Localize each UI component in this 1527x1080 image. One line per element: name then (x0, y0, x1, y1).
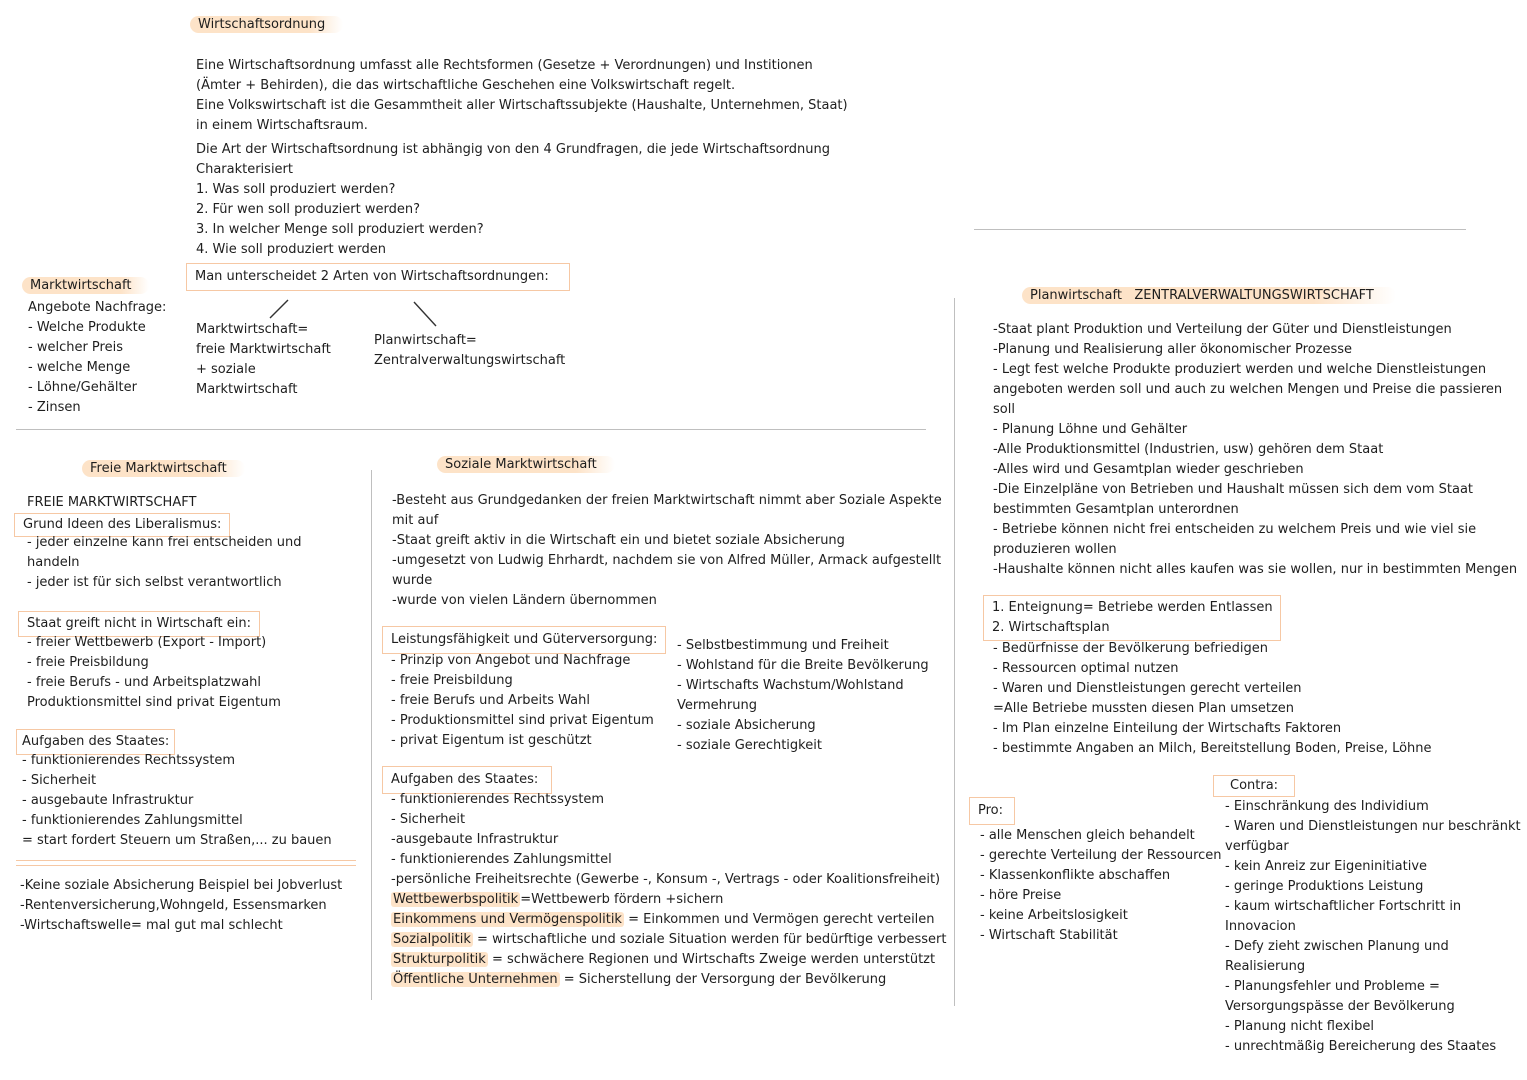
list-line: 2. Wirtschaftsplan (992, 620, 1110, 635)
section-title-wirtschaftsordnung: Wirtschaftsordnung (190, 16, 343, 33)
list-line: -Planung und Realisierung aller ökonomischer Prozesse (993, 342, 1353, 357)
list-line: Marktwirtschaft (196, 382, 298, 397)
list-line: 1. Enteignung= Betriebe werden Entlassen (992, 600, 1273, 615)
plan-list-2 (993, 639, 1432, 759)
list-line: - alle Menschen gleich behandelt (980, 828, 1195, 843)
list-line: verfügbar (1225, 839, 1289, 854)
divider-vertical-middle (371, 470, 372, 1000)
list-line: Planwirtschaft= (374, 333, 477, 348)
list-line: Angebote Nachfrage: (28, 300, 167, 315)
list-line: Eine Wirtschaftsordnung umfasst alle Rechtsformen (Gesetze + Verordnungen) und Institionen (196, 58, 813, 73)
policy-line (391, 970, 946, 990)
list-line: - soziale Gerechtigkeit (677, 738, 822, 753)
list-line: - soziale Absicherung (677, 718, 816, 733)
freie-marktwirtschaft-title: Freie Marktwirtschaft (82, 460, 245, 477)
list-line: - Wirtschafts Wachstum/Wohlstand (677, 678, 904, 693)
list-line: produzieren wollen (993, 542, 1117, 557)
list-line: Vermehrung (677, 698, 757, 713)
leistung-box: Leistungsfähigkeit und Güterversorgung: (382, 626, 666, 654)
policy-term: Einkommens und Vermögenspolitik (393, 912, 622, 927)
divider-horizontal-right (974, 229, 1466, 230)
intro-text (196, 56, 848, 136)
staat-greift-nicht-list (27, 633, 281, 713)
soziale-marktwirtschaft-title: Soziale Marktwirtschaft (437, 456, 615, 473)
list-line: -Alle Produktionsmittel (Industrien, usw) gehören dem Staat (993, 442, 1384, 457)
policy-term: Öffentliche Unternehmen (393, 972, 558, 987)
sozial-ziele-list (677, 636, 929, 756)
list-line: - Waren und Dienstleistungen gerecht verteilen (993, 681, 1302, 696)
list-line: - funktionierendes Rechtssystem (22, 753, 236, 768)
list-line: - höre Preise (980, 888, 1062, 903)
freie-aufgaben-box: Aufgaben des Staates: (16, 729, 175, 755)
list-line: - Prinzip von Angebot und Nachfrage (391, 653, 631, 668)
list-line: 3. In welcher Menge soll produziert werden? (196, 222, 484, 237)
divider-horizontal-left (16, 429, 926, 430)
sozial-aufgaben-list (391, 790, 940, 890)
list-line: - Welche Produkte (28, 320, 146, 335)
list-line: -Besteht aus Grundgedanken der freien Marktwirtschaft nimmt aber Soziale Aspekte (392, 493, 942, 508)
policy-separator: = (520, 892, 532, 907)
list-line: - Betriebe können nicht frei entscheiden zu welchem Preis und wie viel sie (993, 522, 1477, 537)
list-line: mit auf (392, 513, 439, 528)
list-line: Realisierung (1225, 959, 1306, 974)
leistung-list (391, 651, 654, 751)
list-line: - welcher Preis (28, 340, 123, 355)
list-line: - welche Menge (28, 360, 131, 375)
freie-aufgaben-list (22, 751, 332, 851)
freie-heading: FREIE MARKTWIRTSCHAFT (27, 495, 197, 510)
list-line: - privat Eigentum ist geschützt (391, 733, 592, 748)
list-line: - keine Arbeitslosigkeit (980, 908, 1128, 923)
liberalismus-box: Grund Ideen des Liberalismus: (14, 513, 230, 537)
list-line: - Sicherheit (22, 773, 97, 788)
list-line: in einem Wirtschaftsraum. (196, 118, 368, 133)
list-line: - jeder einzelne kann frei entscheiden und (27, 535, 302, 550)
list-line: - Ressourcen optimal nutzen (993, 661, 1179, 676)
policy-text: schwächere Regionen und Wirtschafts Zweige werden unterstützt (506, 952, 936, 967)
pro-label: Pro: (969, 797, 1015, 825)
list-line: handeln (27, 555, 80, 570)
list-line: Versorgungspässe der Bevölkerung (1225, 999, 1455, 1014)
policy-line (391, 890, 946, 910)
marktwirtschaft-title: Marktwirtschaft (22, 277, 149, 294)
list-line: Produktionsmittel sind privat Eigentum (27, 695, 281, 710)
policy-separator: = (559, 972, 579, 987)
list-line: - Produktionsmittel sind privat Eigentum (391, 713, 654, 728)
list-line: bestimmten Gesamtplan unterordnen (993, 502, 1239, 517)
list-line: - Wirtschaft Stabilität (980, 928, 1118, 943)
list-line: -Staat greift aktiv in die Wirtschaft ein und bietet soziale Absicherung (392, 533, 845, 548)
contra-label: Contra: (1213, 775, 1295, 797)
list-line: 1. Was soll produziert werden? (196, 182, 396, 197)
contra-list (1225, 797, 1521, 1057)
list-line: - bestimmte Angaben an Milch, Bereitstellung Boden, Preise, Löhne (993, 741, 1432, 756)
plan-box (983, 595, 1281, 641)
list-line: - Planungsfehler und Probleme = (1225, 979, 1440, 994)
list-line: - Legt fest welche Produkte produziert werden und welche Dienstleistungen (993, 362, 1487, 377)
list-line: - ausgebaute Infrastruktur (22, 793, 194, 808)
list-line: -Alles wird und Gesamtplan wieder geschrieben (993, 462, 1304, 477)
freie-nachteile-list (20, 876, 342, 936)
policy-text: Einkommen und Vermögen gerecht verteilen (643, 912, 935, 927)
list-line: -persönliche Freiheitsrechte (Gewerbe -, Konsum -, Vertrags - oder Koalitionsfreiheit) (391, 872, 941, 887)
list-line: - jeder ist für sich selbst verantwortlich (27, 575, 282, 590)
staat-greift-nicht-box: Staat greift nicht in Wirtschaft ein: (18, 611, 260, 637)
list-line: - Planung Löhne und Gehälter (993, 422, 1188, 437)
policy-term: Sozialpolitik (393, 932, 471, 947)
list-line: = start fordert Steuern um Straßen,... zu bauen (22, 833, 332, 848)
list-line: - unrechtmäßig Bereicherung des Staates (1225, 1039, 1497, 1054)
list-line: soll (993, 402, 1015, 417)
list-line: (Ämter + Behirden), die das wirtschaftliche Geschehen eine Volkswirtschaft regelt. (196, 78, 736, 93)
plan-list (993, 320, 1517, 580)
grundfragen-list (196, 140, 830, 260)
marktwirtschaft-list (28, 298, 166, 418)
policy-text: Wettbewerb fördern +sichern (531, 892, 724, 907)
list-line: + soziale (196, 362, 256, 377)
list-line: - freie Berufs - und Arbeitsplatzwahl (27, 675, 262, 690)
list-line: - geringe Produktions Leistung (1225, 879, 1424, 894)
policy-line (391, 910, 946, 930)
list-line: - funktionierendes Zahlungsmittel (22, 813, 243, 828)
list-line: - Im Plan einzelne Einteilung der Wirtschafts Faktoren (993, 721, 1342, 736)
policy-text: wirtschaftliche und soziale Situation werden für bedürftige verbessert (492, 932, 947, 947)
sozial-intro (392, 491, 942, 611)
policy-separator: = (623, 912, 644, 927)
list-line: - kaum wirtschaftlicher Fortschritt in (1225, 899, 1462, 914)
list-line: -umgesetzt von Ludwig Ehrhardt, nachdem sie von Alfred Müller, Armack aufgestellt (392, 553, 942, 568)
list-line: - kein Anreiz zur Eigeninitiative (1225, 859, 1428, 874)
list-line: - Bedürfnisse der Bevölkerung befriedigen (993, 641, 1268, 656)
policy-text: Sicherstellung der Versorgung der Bevölkerung (578, 972, 887, 987)
list-line: - Planung nicht flexibel (1225, 1019, 1374, 1034)
list-line: - funktionierendes Rechtssystem (391, 792, 605, 807)
list-line: -Keine soziale Absicherung Beispiel bei Jobverlust (20, 878, 343, 893)
policy-separator: = (472, 932, 493, 947)
list-line: - freier Wettbewerb (Export - Import) (27, 635, 267, 650)
list-line: - gerechte Verteilung der Ressourcen (980, 848, 1222, 863)
branch-marktwirtschaft (196, 320, 331, 400)
liberalismus-list (27, 533, 302, 593)
divider-vertical-right (954, 298, 955, 1006)
list-line: -Staat plant Produktion und Verteilung der Güter und Dienstleistungen (993, 322, 1452, 337)
list-line: Innovacion (1225, 919, 1296, 934)
list-line: - Klassenkonflikte abschaffen (980, 868, 1171, 883)
list-line: - freie Preisbildung (27, 655, 149, 670)
list-line: Charakterisiert (196, 162, 293, 177)
list-line: freie Marktwirtschaft (196, 342, 331, 357)
list-line: Eine Volkswirtschaft ist die Gesammtheit aller Wirtschaftssubjekte (Haushalte, Unternehmen, Staat) (196, 98, 848, 113)
list-line: wurde (392, 573, 433, 588)
policy-term: Strukturpolitik (393, 952, 486, 967)
list-line: - freie Preisbildung (391, 673, 513, 688)
list-line: -Haushalte können nicht alles kaufen was sie wollen, nur in bestimmten Mengen (993, 562, 1518, 577)
list-line: -Die Einzelpläne von Betrieben und Haushalt müssen sich dem vom Staat (993, 482, 1474, 497)
split-label-box: Man unterscheidet 2 Arten von Wirtschaftsordnungen: (186, 263, 570, 291)
pro-list (980, 826, 1222, 946)
double-divider (16, 860, 356, 866)
list-line: -Wirtschaftswelle= mal gut mal schlecht (20, 918, 283, 933)
list-line: -Rentenversicherung,Wohngeld, Essensmarken (20, 898, 327, 913)
branch-planwirtschaft (374, 331, 565, 371)
policy-line (391, 950, 946, 970)
list-line: - Einschränkung des Individium (1225, 799, 1429, 814)
list-line: - Defy zieht zwischen Planung und (1225, 939, 1449, 954)
list-line: =Alle Betriebe mussten diesen Plan umsetzen (993, 701, 1295, 716)
policy-line (391, 930, 946, 950)
list-line: - Selbstbestimmung und Freiheit (677, 638, 889, 653)
policy-term: Wettbewerbspolitik (393, 892, 519, 907)
policy-separator: = (487, 952, 507, 967)
planwirtschaft-title: Planwirtschaft ZENTRALVERWALTUNGSWIRTSCHAFT (1022, 287, 1396, 304)
list-line: Die Art der Wirtschaftsordnung ist abhängig von den 4 Grundfragen, die jede Wirtschaftsordnung (196, 142, 830, 157)
list-line: - Zinsen (28, 400, 81, 415)
list-line: - Sicherheit (391, 812, 466, 827)
list-line: Marktwirtschaft= (196, 322, 309, 337)
list-line: Zentralverwaltungswirtschaft (374, 353, 566, 368)
list-line: 2. Für wen soll produziert werden? (196, 202, 421, 217)
list-line: 4. Wie soll produziert werden (196, 242, 386, 257)
sozial-aufgaben-box: Aufgaben des Staates: (382, 766, 552, 794)
list-line: - Waren und Dienstleistungen nur beschränkt (1225, 819, 1521, 834)
policies-list (391, 890, 946, 990)
list-line: -ausgebaute Infrastruktur (391, 832, 559, 847)
list-line: -wurde von vielen Ländern übernommen (392, 593, 657, 608)
list-line: - Wohlstand für die Breite Bevölkerung (677, 658, 929, 673)
list-line: - freie Berufs und Arbeits Wahl (391, 693, 590, 708)
list-line: angeboten werden soll und auch zu welchen Mengen und Preise die passieren (993, 382, 1503, 397)
list-line: - funktionierendes Zahlungsmittel (391, 852, 612, 867)
list-line: - Löhne/Gehälter (28, 380, 137, 395)
